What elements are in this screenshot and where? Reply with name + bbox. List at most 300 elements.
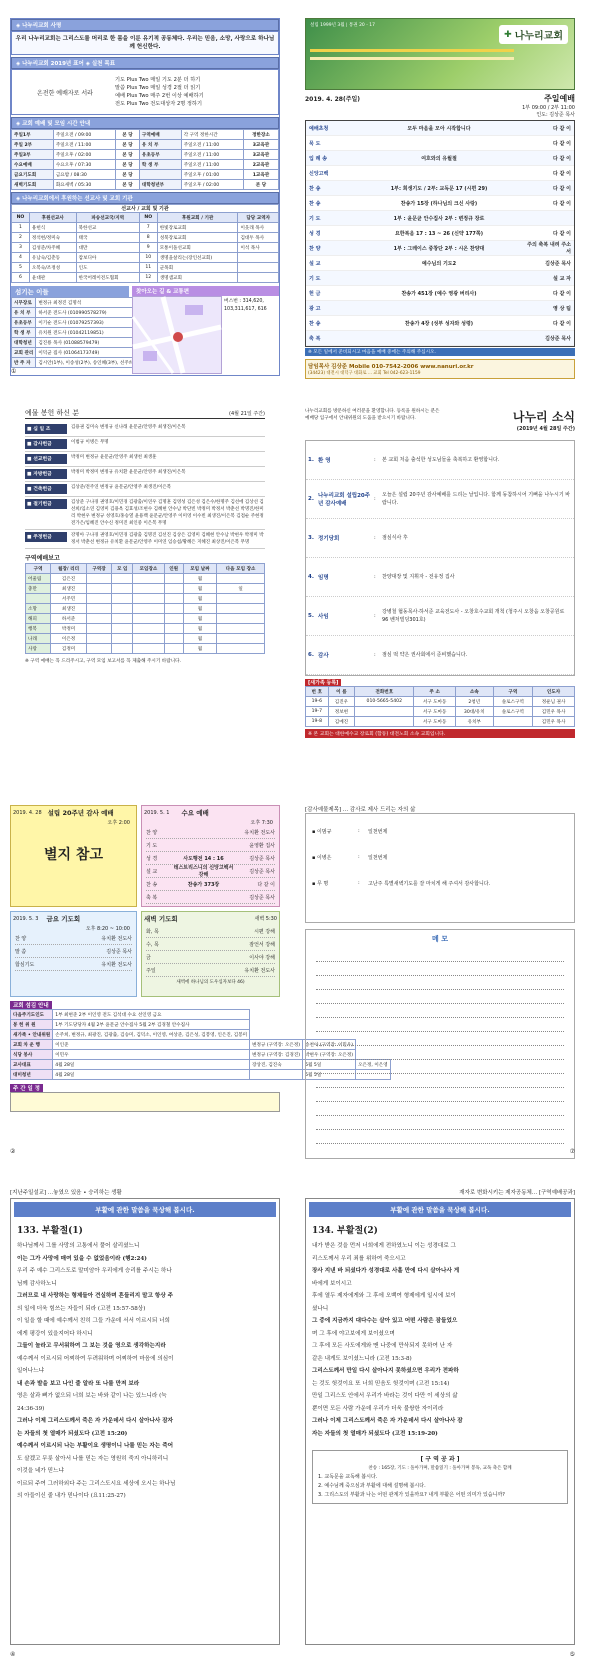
table-cell: 월 — [183, 604, 216, 614]
scripture-line: 예수께서 이르시되 어찌하여 두려워하며 어찌하여 마음에 의심이 — [17, 1355, 174, 1362]
table-cell: 박현우 (구역장: 오은정) — [303, 1050, 356, 1060]
scripture-line: 그들이 놀라고 무서워하여 그 보는 것을 영으로 생각하는지라 — [17, 1343, 166, 1349]
order-row — [306, 121, 574, 136]
scripture-line: 예수께서 이르시되 나는 부활이요 생명이니 나를 믿는 자는 죽어 — [17, 1443, 174, 1449]
table-cell: 금요기도회 — [12, 170, 54, 180]
fri-time: 오후 8:20 ~ 10:00 — [85, 926, 130, 932]
cell-row — [26, 644, 265, 654]
news-title: 나누리 소식 — [512, 410, 575, 424]
table-cell: 김민우 목사 — [533, 707, 575, 717]
table-cell: 하서준 전도사 (010990578279) — [36, 308, 148, 318]
order-content: 요한복음 17 : 13 ~ 26 (신약 177쪽) — [394, 230, 484, 237]
memo-line — [316, 948, 564, 962]
table-cell: 김은진 — [51, 574, 87, 584]
dawn-time: 새벽 5:30 — [254, 916, 277, 922]
table-cell — [164, 634, 183, 644]
table-cell: 교회 차 운 행 — [11, 1040, 53, 1050]
news-date: (2019년 4월 28일 주간) — [516, 426, 575, 432]
table-cell: 4월 28일 — [53, 1070, 250, 1080]
schedule-label: 말 씀 — [15, 948, 27, 955]
scripture-line: 그리스도께서 만일 다시 살아나지 못하셨으면 우리가 전파하 — [312, 1368, 459, 1374]
table-header-cell: 월장/ 리더 — [51, 564, 87, 574]
table-cell — [355, 717, 414, 727]
table-cell: 주일오후 / 01:00 — [181, 170, 243, 180]
table-cell: 해피 — [26, 614, 51, 624]
table-cell: 2 — [12, 233, 30, 243]
table-header-row — [12, 213, 279, 223]
table-cell: 김진우 — [328, 697, 355, 707]
news-colon: : — [374, 574, 376, 580]
table-header-cell: NO — [12, 213, 30, 223]
schedule-line — [146, 951, 275, 964]
memo-line — [316, 976, 564, 990]
thanks-text: 고난주 특별새벽기도를 잘 마치게 해 주셔서 감사합니다. — [368, 880, 491, 887]
table-header-cell: 담당 교역자 — [238, 213, 279, 223]
scripture-line: 리스도께서 우리 죄를 위하여 죽으시고 — [312, 1255, 406, 1262]
news-text: 본 교회 처음 출석한 성도님들을 축복하고 환영합니다. — [382, 457, 500, 463]
anniversary-box — [10, 805, 137, 907]
mission-header: ◈ 나누리교회에서 후원하는 선교사 및 교회 기관 — [11, 192, 279, 204]
table-cell: 주일오전 / 11:00 — [181, 140, 243, 150]
table-header-cell: 주 소 — [414, 687, 456, 697]
offering-names: 박정미 박정미 변정규 유치환 윤문균/안영주 최생진/이은복 — [71, 470, 186, 475]
table-cell: 새가족 • 안내위원 — [11, 1030, 53, 1040]
table-cell — [133, 614, 164, 624]
table-cell: 19-6 — [306, 697, 329, 707]
table-cell: 이덕균 집사 (01064173749) — [36, 348, 148, 358]
mission-row — [12, 233, 279, 243]
order-person: 다 같 이 — [553, 230, 571, 237]
map-box — [132, 286, 279, 374]
memo-line — [316, 1074, 564, 1088]
memo-box — [305, 929, 575, 1159]
staff-row — [12, 328, 149, 338]
table-cell — [86, 584, 111, 594]
new-family-row — [306, 697, 575, 707]
order-person: 다 같 이 — [553, 320, 571, 327]
table-cell: 주일오전 / 11:00 — [181, 150, 243, 160]
order-row — [306, 241, 574, 256]
table-cell: 본 당 — [116, 180, 140, 190]
schedule-label: 금 — [146, 954, 151, 961]
table-cell: 솔로스구역 — [493, 707, 533, 717]
table-cell: 김시안(1부), 이송성(2부), 송인혜(3부), 선주희(수요) — [36, 358, 148, 368]
cross-icon: ✚ — [504, 29, 512, 40]
news-footer: ※ 본 교회는 대한예수교 장로회 (합동) 대전노회 소속 교회입니다. — [305, 729, 575, 738]
table-cell — [139, 170, 181, 180]
news-topic: 정기당회 — [318, 536, 340, 542]
table-cell: 나래 — [26, 634, 51, 644]
table-cell — [217, 614, 265, 624]
offering-row — [25, 482, 265, 497]
table-cell: 월 — [183, 644, 216, 654]
scripture-line: 이는 그가 사망에 매여 있을 수 없었음이라 (행2:24) — [17, 1255, 147, 1262]
friday-box — [10, 911, 137, 997]
table-cell: 수요예배 — [12, 160, 54, 170]
table-header-cell: 모 임 — [112, 564, 133, 574]
news-topic: 환 영 — [318, 458, 331, 464]
table-cell: 김예진 — [328, 717, 355, 727]
schedule-label: 화, 목 — [146, 928, 159, 935]
schedule-line — [146, 964, 275, 977]
thanks-row — [312, 844, 568, 870]
table-cell: 2교육관 — [243, 160, 278, 170]
scripture-line: 이르되 주여 그러하외다 주는 그리스도시요 세상에 오시는 하나님 — [17, 1480, 176, 1487]
order-content: 찬송가 451장 (예수 영광 버리사) — [401, 290, 477, 297]
news-colon: : — [374, 535, 376, 541]
table-cell: 4 — [12, 253, 30, 263]
table-cell: 4월 28일 — [53, 1060, 250, 1070]
news-num: 3. — [308, 535, 314, 541]
order-item: 찬 송 — [309, 320, 321, 327]
table-cell: 1 — [12, 223, 30, 233]
table-cell — [493, 717, 533, 727]
offering-names: 김상준 구나경 권영호/이민경 김광출/이연우 김명훈 김영성 김은성 김은수/한명주 김선에 김상선 김선희/임소연 김영미 김용옥 김효성/조현수 김혜현 안수남 박단빈 박정미 박정서 박춘선 박명진/한미리 박현우 변정규 성영호/홍승열 윤용백 윤문균/안영주 이미영 이수빈 최생진/이은복 김점순 주현정 전가은/임혜진 안수신 정미진 최인중 이은복 무명 — [71, 500, 264, 526]
scripture-line: 장사 지낸 바 되셨다가 성경대로 사흘 만에 다시 살아나사 게 — [312, 1268, 460, 1274]
table-header-row — [306, 687, 575, 697]
table-cell: 주일1부 — [12, 130, 54, 140]
table-cell: 행복 — [26, 624, 51, 634]
mission-table — [11, 212, 279, 283]
table-cell: 사랑 — [26, 644, 51, 654]
lesson-header: 재자로 변화시키는 제자공동체... [구역예배공과] — [459, 1190, 575, 1196]
table-cell: 정운님 권사 — [533, 697, 575, 707]
offering-type: ■ 십 일 조 — [25, 424, 67, 434]
order-item: 광 고 — [309, 305, 321, 312]
order-person: 김상준 목사 — [545, 260, 571, 267]
vision-header: ◈ 나누리교회 사명 — [11, 19, 279, 31]
table-header-cell: 모임 날짜 — [183, 564, 216, 574]
page-6 — [305, 805, 575, 1155]
table-cell: 용헌식 — [29, 223, 76, 233]
table-cell — [86, 604, 111, 614]
schedule-header: ◈ 교회 예배 및 모임 시간 안내 — [11, 117, 279, 129]
scripture-line: 만일 그리스도 안에서 우리가 바라는 것이 다만 이 세상의 삶 — [312, 1393, 458, 1399]
table-header-cell: 구역장 — [86, 564, 111, 574]
table-cell — [112, 584, 133, 594]
order-person: 설 교 자 — [553, 275, 571, 282]
gonggwa-item: 1. 교독문을 교독해 봅시다. — [318, 1474, 378, 1480]
table-cell — [238, 273, 279, 283]
table-cell: 주일오후 / 02:00 — [181, 180, 243, 190]
order-content: 찬송가 15장 (하나님의 크신 사랑) — [400, 200, 478, 207]
page-8 — [305, 1188, 575, 1658]
table-cell: 월 — [183, 584, 216, 594]
table-cell — [86, 614, 111, 624]
table-cell: 이웃래 목사 — [238, 223, 279, 233]
cell-report-title: 구역예배보고 — [25, 555, 60, 562]
page-2 — [305, 18, 575, 376]
page-4 — [305, 408, 575, 773]
news-item — [306, 597, 574, 636]
table-cell: 박정미 — [51, 624, 87, 634]
table-cell: 1부 기도당당자 4월 2부 윤문균 안수집사 5월 2부 김경철 안수집사 — [53, 1020, 250, 1030]
table-cell: 월 — [183, 614, 216, 624]
schedule-person: 유치환 전도사 — [101, 961, 132, 968]
table-cell: 본 당 — [243, 180, 278, 190]
schedule-person: 윤영환 집사 — [249, 842, 275, 849]
table-cell: 이민우 — [53, 1050, 250, 1060]
scripture-line: 후에 열두 제자에게와 그 후에 오백여 형제에게 일시에 보이 — [312, 1293, 456, 1299]
scripture-line: 하나님께서 그를 사망의 고통에서 풀어 살리셨느니 — [17, 1243, 140, 1249]
table-cell — [355, 707, 414, 717]
news-text: 점심식사 후 — [382, 535, 408, 541]
staff-title: 섬기는 이들 — [11, 286, 129, 297]
cell-report-table — [25, 563, 265, 654]
table-cell: 5월 5일 — [303, 1070, 356, 1080]
table-cell: 7 — [139, 223, 157, 233]
weekly-box — [10, 1092, 280, 1112]
schedule-line — [146, 865, 275, 878]
table-cell: 유치부 — [456, 717, 493, 727]
goal-item: 예배 Plus Two 매주 2번 이상 예배하기 — [115, 93, 204, 99]
scripture-line: 바에게 보이시고 — [312, 1280, 352, 1287]
staff-row — [12, 338, 149, 348]
news-num: 1. — [308, 457, 314, 463]
schedule-label: 수, 목 — [146, 941, 159, 948]
table-cell: 하서준 — [51, 614, 87, 624]
offering-names: 김용권 김미숙 변정규 신나래 윤문균/안영주 최생진/이은복 — [71, 425, 186, 430]
wed-title: 수요 예배 — [181, 809, 209, 817]
schedule-content: 테스트리스니의 신앙고백서 강해 — [173, 865, 234, 878]
table-header-cell: 후원선교사 — [29, 213, 76, 223]
table-cell — [238, 253, 279, 263]
schedule-label: 찬 양 — [15, 935, 27, 942]
page-7 — [10, 1188, 280, 1658]
pastor-line: 담임목사 김상준 Mobile 010-7542-2006 www.nanuri.or.kr — [308, 364, 474, 370]
table-cell: 주일오전 / 09:00 — [53, 130, 115, 140]
new-family-row — [306, 717, 575, 727]
page-1 — [10, 18, 280, 376]
table-header-cell: 소속 — [456, 687, 493, 697]
table-cell: 5월 5일 — [303, 1060, 356, 1070]
staff-row — [12, 308, 149, 318]
table-header-cell: 구역 — [26, 564, 51, 574]
table-cell: 손주희, 변정규, 최광진, 김광출, 김승미, 김덕소, 이인영, 여상준, 김은성, 김봉영, 인은진, 김봉미 — [53, 1030, 250, 1040]
cell-row — [26, 584, 265, 594]
table-cell — [217, 574, 265, 584]
order-row — [306, 151, 574, 166]
new-family-row — [306, 707, 575, 717]
table-cell: 한국어레이전도협회 — [76, 273, 139, 283]
order-item: 기 도 — [309, 275, 321, 282]
thanks-colon: : — [358, 828, 360, 834]
offering-row — [25, 452, 265, 467]
table-cell — [133, 634, 164, 644]
schedule-row — [12, 170, 279, 180]
table-cell — [86, 624, 111, 634]
scripture-line: 에게 평강이 있을지어다 하시니 — [17, 1330, 93, 1337]
table-cell: 생명을살리는(장인선교회) — [157, 253, 238, 263]
order-row — [306, 226, 574, 241]
table-cell: 장상진, 김진숙 — [250, 1060, 303, 1070]
schedule-row — [12, 180, 279, 190]
table-cell — [112, 614, 133, 624]
weekly-title: 주 간 일 정 — [10, 1084, 43, 1092]
news-list — [305, 440, 575, 676]
order-content: 찬송가 4장 (성부 성자와 성령) — [404, 320, 474, 327]
page-number: ① — [11, 368, 17, 375]
table-cell: 화요새벽 / 05:30 — [53, 180, 115, 190]
memo-line — [316, 1004, 564, 1018]
thanks-row — [312, 818, 568, 844]
service-title: 주일예배 — [544, 94, 575, 103]
schedule-person: 이사야 강해 — [249, 954, 275, 961]
mission-row — [12, 223, 279, 233]
table-cell — [112, 644, 133, 654]
thanks-name: ▪ 이병은 — [312, 854, 332, 861]
table-cell — [217, 594, 265, 604]
table-cell: 19-8 — [306, 717, 329, 727]
table-cell — [217, 604, 265, 614]
staff-table — [11, 297, 149, 368]
table-cell: 3 — [12, 243, 30, 253]
scripture-line: 영은 살과 뼈가 없으되 너희 보는 바와 같이 나는 있느니라 (눅 — [17, 1393, 167, 1399]
table-cell: 태국 — [76, 233, 139, 243]
location-map — [132, 296, 222, 374]
memo-line — [316, 962, 564, 976]
order-row — [306, 271, 574, 286]
table-cell: 3교육관 — [243, 140, 278, 150]
table-cell: 5 — [12, 263, 30, 273]
news-num: 2. — [308, 496, 314, 502]
order-row — [306, 136, 574, 151]
table-cell — [133, 594, 164, 604]
schedule-line — [146, 891, 275, 904]
gonggwa-item: 2. 예수님께 죽으심과 부활에 대해 설명해 봅시다. — [318, 1483, 426, 1489]
table-cell: 9 — [139, 243, 157, 253]
order-person: 김상준 목사 — [545, 335, 571, 342]
order-person: 다 같 이 — [553, 185, 571, 192]
schedule-person: 유치환 전도사 — [101, 935, 132, 942]
table-cell: 윤대관 — [29, 273, 76, 283]
news-text: 강병철 협동목사·하서준 교육전도사 - 오창호수교회 개척 (청주시 오창읍 오창공원로 96 벤처빌딩301호) — [382, 609, 565, 623]
scripture-line: 그러므로 내 사랑하는 형제들아 견실하며 흔들리지 말고 항상 주 — [17, 1293, 174, 1299]
memo-line — [316, 1116, 564, 1130]
table-header-cell: 구역 — [493, 687, 533, 697]
pastor-bar — [305, 359, 575, 379]
anniv-date: 2019. 4. 28 — [13, 809, 42, 816]
service-leader: 인도: 김상준 목사 — [536, 112, 575, 118]
offering-names: 이범규 이병은 무명 — [71, 440, 109, 445]
offering-date: (4월 21일 주간) — [229, 410, 265, 417]
offering-names: 박정미 변정규 윤문균/안영주 최생천 최생훈 — [71, 455, 157, 460]
church-logo — [499, 25, 568, 44]
table-cell: 수요오후 / 07:30 — [53, 160, 115, 170]
news-topic: 나누리교회 설립20주년 감사예배 — [318, 493, 371, 507]
fri-title: 금요 기도회 — [46, 915, 81, 923]
schedule-line — [146, 938, 275, 951]
schedule-label: 주일 — [146, 967, 156, 974]
memo-line — [316, 1032, 564, 1046]
offering-type: ■ 자방헌금 — [25, 469, 67, 479]
mission-row — [12, 273, 279, 283]
table-cell: 금요밤 / 08:30 — [53, 170, 115, 180]
order-row — [306, 256, 574, 271]
memo-line — [316, 1046, 564, 1060]
scripture-line: 이 일을 할 때에 예수께서 친히 그들 가운데 서서 이르시되 너희 — [17, 1318, 170, 1324]
table-cell: 유초등부 — [12, 318, 36, 328]
dawn-note: 새벽에 하나님의 도우심자보다 46) — [176, 980, 245, 985]
offering-type: ■ 건축헌금 — [25, 484, 67, 494]
table-cell — [133, 644, 164, 654]
table-cell: 본 당 — [116, 140, 140, 150]
table-cell: 교회 관리 — [12, 348, 36, 358]
order-item: 헌 금 — [309, 290, 321, 297]
anniv-title: 설립 20주년 감사 예배 — [47, 809, 114, 817]
schedule-line — [15, 945, 132, 958]
offering-list — [25, 422, 265, 549]
news-colon: : — [374, 457, 376, 463]
thanks-title: [감사예물제목] ... 감사로 제사 드리는 자의 삶 — [305, 805, 575, 814]
schedule-row — [12, 140, 279, 150]
goal-header: ◈ 나누리교회 2019년 표어 ◈ 실천 목표 — [11, 57, 279, 69]
staff-row — [12, 318, 149, 328]
table-cell: 30대/유치 — [456, 707, 493, 717]
cover-note: ※ 모든 일에서 준비되시고 마음을 예배 중에는 주의해 주십시오. — [305, 348, 575, 356]
table-cell: 이은정 — [51, 634, 87, 644]
dawn-box — [141, 911, 280, 997]
table-cell: 변정규 (구역장: 김경진) — [250, 1050, 303, 1060]
table-cell: 모퉁이돌선교회 — [157, 243, 238, 253]
table-cell: 오복숙/조정성 — [29, 263, 76, 273]
table-cell: 010-5665-5402 — [355, 697, 414, 707]
table-cell: 새벽기도회 — [12, 180, 54, 190]
table-cell — [217, 644, 265, 654]
scripture-line: 그 중에 지금까지 대다수는 살아 있고 어떤 사람은 잠들었으 — [312, 1318, 458, 1324]
schedule-line — [146, 878, 275, 891]
news-item — [306, 441, 574, 480]
table-cell: 8 — [139, 233, 157, 243]
table-cell — [86, 634, 111, 644]
memo-title: 메 모 — [432, 935, 448, 943]
news-colon: : — [374, 613, 376, 619]
table-cell — [164, 574, 183, 584]
table-cell: 봉 헌 위 원 — [11, 1020, 53, 1030]
scripture-line: 일어나느냐 — [17, 1368, 45, 1374]
order-person: 다 같 이 — [553, 200, 571, 207]
order-person: 다 같 이 — [553, 170, 571, 177]
order-row — [306, 181, 574, 196]
offering-type: ■ 선교헌금 — [25, 454, 67, 464]
thanks-box — [305, 814, 575, 923]
table-cell: 교사대표 — [11, 1060, 53, 1070]
table-cell — [86, 594, 111, 604]
offering-names: 김상준/전주연 변정규 윤문균/안영주 최생진/이은복 — [71, 485, 172, 490]
scripture-line: 님께 감사하노니 — [17, 1280, 57, 1287]
staff-row — [12, 348, 149, 358]
new-family-table — [305, 686, 575, 727]
news-topic: 사임 — [318, 614, 329, 620]
table-cell: 주일오전 / 11:00 — [53, 140, 115, 150]
order-row — [306, 301, 574, 316]
table-cell: 6 — [12, 273, 30, 283]
table-header-cell: 다음 모임 장소 — [217, 564, 265, 574]
order-of-worship — [305, 120, 575, 347]
table-cell: 서구 도마동 — [414, 707, 456, 717]
wed-time: 오후 7:30 — [250, 820, 273, 826]
dawn-rows — [142, 925, 279, 977]
table-cell — [86, 644, 111, 654]
offering-row — [25, 530, 265, 549]
table-header-cell: 모임장소 — [133, 564, 164, 574]
order-person: 다 같 이 — [553, 140, 571, 147]
staff-row — [12, 298, 149, 308]
offering-title: 예물 봉헌 하신 분 — [25, 409, 80, 417]
table-cell — [250, 1070, 303, 1080]
table-header-cell: NO — [139, 213, 157, 223]
table-cell: 주일오전 / 11:00 — [181, 160, 243, 170]
